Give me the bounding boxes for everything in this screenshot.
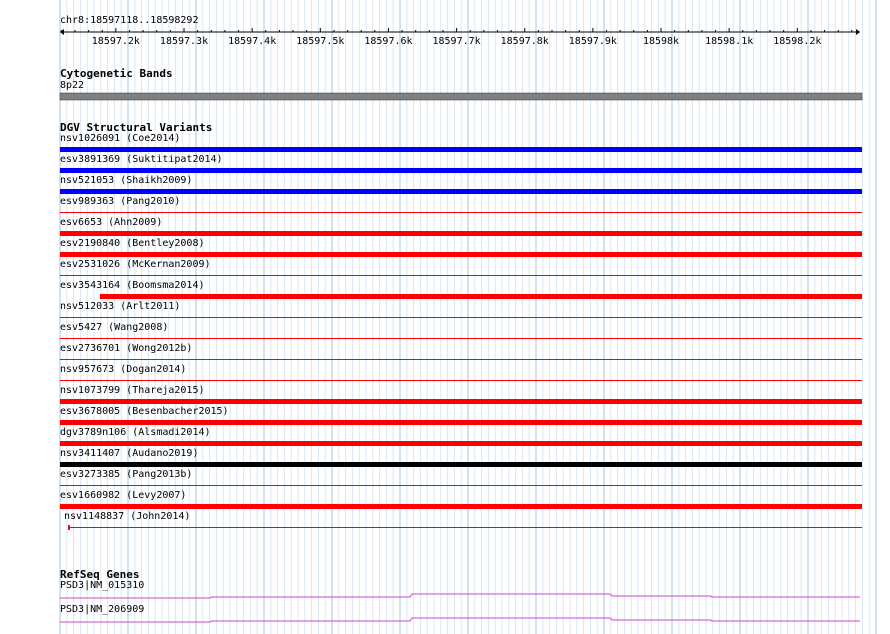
ruler-tick-label: 18598.1k: [705, 36, 754, 47]
variant-label[interactable]: esv3543164 (Boomsma2014): [60, 280, 205, 291]
gene-label[interactable]: PSD3|NM_015310: [60, 580, 145, 591]
variant-feature[interactable]: [0, 419, 890, 427]
variant-feature[interactable]: [0, 230, 890, 238]
variant-feature[interactable]: [0, 272, 890, 280]
ruler-tick-label: 18598k: [642, 36, 680, 47]
variant-label[interactable]: esv2190840 (Bentley2008): [60, 238, 205, 249]
variant-feature[interactable]: [0, 293, 890, 301]
cytoband-track[interactable]: [0, 92, 890, 102]
variant-feature[interactable]: [0, 209, 890, 217]
variant-label[interactable]: nsv1026091 (Coe2014): [60, 133, 181, 144]
variant-feature[interactable]: [0, 503, 890, 511]
variant-label[interactable]: esv989363 (Pang2010): [60, 196, 181, 207]
gene-feature[interactable]: [0, 589, 890, 601]
variant-label[interactable]: esv5427 (Wang2008): [60, 322, 169, 333]
ruler-tick-label: 18597.9k: [568, 36, 617, 47]
variant-label[interactable]: esv2531026 (McKernan2009): [60, 259, 211, 270]
variant-label[interactable]: esv3273385 (Pang2013b): [60, 469, 193, 480]
variant-label[interactable]: nsv521053 (Shaikh2009): [60, 175, 193, 186]
variant-feature[interactable]: [0, 524, 890, 532]
variant-label[interactable]: dgv3789n106 (Alsmadi2014): [60, 427, 211, 438]
variant-feature[interactable]: [0, 461, 890, 469]
cytoband-label: 8p22: [60, 80, 85, 91]
variant-label[interactable]: esv1660982 (Levy2007): [60, 490, 187, 501]
variant-label[interactable]: esv6653 (Ahn2009): [60, 217, 163, 228]
gene-feature[interactable]: [0, 613, 890, 625]
ruler-tick-label: 18597.5k: [296, 36, 345, 47]
variant-feature[interactable]: [0, 398, 890, 406]
gene-label[interactable]: PSD3|NM_206909: [60, 604, 145, 615]
variant-feature[interactable]: [0, 440, 890, 448]
variant-feature[interactable]: [0, 251, 890, 259]
ruler-tick-label: 18597.3k: [159, 36, 209, 47]
variant-feature[interactable]: [0, 314, 890, 322]
variant-feature[interactable]: [0, 377, 890, 385]
variant-feature[interactable]: [0, 167, 890, 175]
ruler-tick-label: 18597.7k: [432, 36, 481, 47]
variant-label[interactable]: nsv3411407 (Audano2019): [60, 448, 199, 459]
ruler-tick-label: 18598.2k: [773, 36, 822, 47]
ruler-tick-label: 18597.2k: [91, 36, 140, 47]
variant-feature[interactable]: [0, 356, 890, 364]
variant-label[interactable]: nsv512033 (Arlt2011): [60, 301, 181, 312]
ruler-position-label: chr8:18597118..18598292: [60, 15, 199, 26]
variant-feature[interactable]: [0, 482, 890, 490]
ruler-tick-label: 18597.4k: [228, 36, 277, 47]
variant-label[interactable]: nsv1073799 (Thareja2015): [60, 385, 205, 396]
dgv-track-title: DGV Structural Variants: [60, 121, 213, 134]
variant-label[interactable]: esv2736701 (Wong2012b): [60, 343, 193, 354]
variant-label[interactable]: esv3678005 (Besenbacher2015): [60, 406, 229, 417]
ruler-tick-label: 18597.6k: [364, 36, 413, 47]
ruler[interactable]: [0, 27, 890, 67]
cytoband-8p22[interactable]: [60, 93, 862, 100]
variant-feature[interactable]: [0, 188, 890, 196]
variant-label[interactable]: nsv957673 (Dogan2014): [60, 364, 187, 375]
variant-label[interactable]: nsv1148837 (John2014): [64, 511, 191, 522]
variant-label[interactable]: esv3891369 (Suktitipat2014): [60, 154, 223, 165]
variant-feature[interactable]: [0, 146, 890, 154]
cytoband-track-title: Cytogenetic Bands: [60, 67, 173, 80]
ruler-tick-label: 18597.8k: [500, 36, 549, 47]
variant-feature[interactable]: [0, 335, 890, 343]
refseq-track-title: RefSeq Genes: [60, 568, 140, 581]
